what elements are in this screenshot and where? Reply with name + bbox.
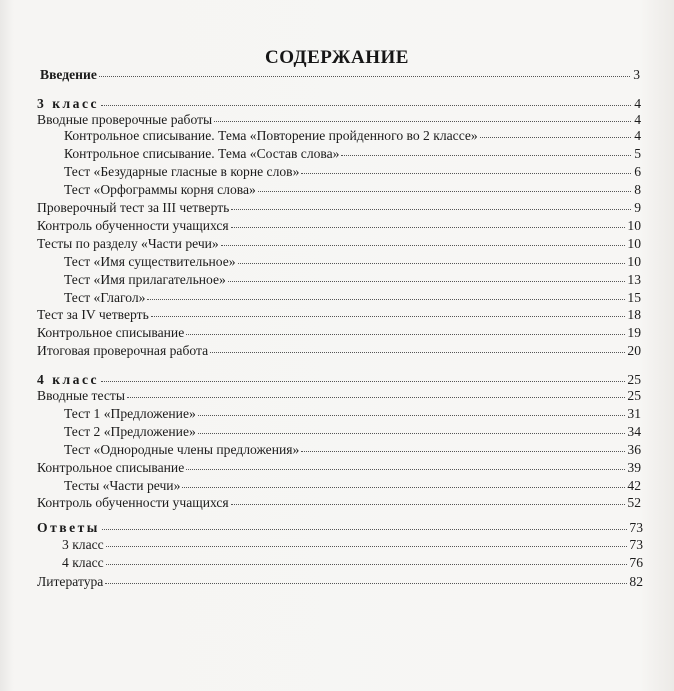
toc-entry[interactable] <box>64 181 641 199</box>
toc-entry[interactable] <box>64 423 641 441</box>
toc-entry[interactable] <box>64 271 641 289</box>
toc-entry-page: 25 <box>627 388 641 403</box>
toc-entry-page: 10 <box>627 236 641 251</box>
toc-entry-page: 19 <box>627 325 641 340</box>
dot-leader <box>221 244 626 246</box>
toc-entry-page: 31 <box>627 406 641 421</box>
toc-entry-page: 10 <box>627 254 641 269</box>
dot-leader <box>99 75 630 77</box>
toc-entry-page: 34 <box>627 424 641 439</box>
dot-leader <box>102 528 627 530</box>
dot-leader <box>101 104 631 106</box>
toc-entry-title: Введение <box>40 67 97 82</box>
toc-entry-title: Тесты «Части речи» <box>64 478 181 493</box>
toc-entry[interactable] <box>37 217 641 235</box>
toc-entry-title: Контроль обученности учащихся <box>37 218 229 233</box>
toc-entry-title: Ответы <box>37 520 100 535</box>
dot-leader <box>341 154 631 156</box>
toc-entry[interactable] <box>37 459 641 477</box>
dot-leader <box>228 280 626 282</box>
toc-entry-page: 25 <box>627 372 641 387</box>
toc-entry-page: 76 <box>629 555 643 570</box>
dot-leader <box>147 298 625 300</box>
toc-entry[interactable] <box>64 477 641 495</box>
dot-leader <box>231 503 626 505</box>
toc-entry-title: Тест «Безударные гласные в корне слов» <box>64 164 300 179</box>
toc-entry-page: 4 <box>634 96 641 111</box>
dot-leader <box>198 432 626 434</box>
toc-entry-title: Тест «Имя существительное» <box>64 254 236 269</box>
toc-entry-title: Тест «Имя прилагательное» <box>64 272 226 287</box>
dot-leader <box>301 450 625 452</box>
toc-entry-title: Тест 2 «Предложение» <box>64 424 196 439</box>
dot-leader <box>480 136 631 138</box>
toc-entry[interactable] <box>64 289 641 307</box>
toc-entry-page: 36 <box>627 442 641 457</box>
toc-entry[interactable] <box>37 324 641 342</box>
toc-entry-title: Вводные проверочные работы <box>37 112 213 127</box>
toc-entry[interactable] <box>62 554 643 572</box>
dot-leader <box>106 563 628 565</box>
dot-leader <box>186 468 625 470</box>
toc-entry-page: 15 <box>627 290 641 305</box>
toc-entry[interactable] <box>64 405 641 423</box>
toc-entry-page: 20 <box>627 343 641 358</box>
toc-entry[interactable] <box>37 494 641 512</box>
toc-entry-page: 5 <box>634 146 641 161</box>
dot-leader <box>214 120 631 122</box>
dot-leader <box>151 315 626 317</box>
dot-leader <box>101 380 625 382</box>
toc-entry-title: Тест «Орфограммы корня слова» <box>64 182 256 197</box>
toc-entry-page: 42 <box>627 478 641 493</box>
toc-entry-page: 8 <box>634 182 641 197</box>
toc-entry-page: 39 <box>627 460 641 475</box>
dot-leader <box>231 226 626 228</box>
toc-entry-page: 9 <box>634 200 641 215</box>
toc-entry-title: Тесты по разделу «Части речи» <box>37 236 219 251</box>
toc-entry-title: 4 класс <box>37 372 100 387</box>
toc-entry[interactable] <box>37 199 641 217</box>
toc-entry-title: Проверочный тест за III четверть <box>37 200 230 215</box>
dot-leader <box>301 172 631 174</box>
toc-entry-page: 73 <box>629 537 643 552</box>
toc-entry[interactable] <box>62 536 643 554</box>
toc-entry-title: 3 класс <box>62 537 104 552</box>
toc-entry-title: Контрольное списывание. Тема «Повторение пройденного во 2 классе» <box>64 128 478 143</box>
toc-entry-page: 4 <box>634 128 641 143</box>
toc-entry-page: 52 <box>627 495 641 510</box>
toc-entry[interactable] <box>64 145 641 163</box>
toc-entry-title: Итоговая проверочная работа <box>37 343 209 358</box>
toc-entry-title: Литература <box>37 574 104 589</box>
toc-entry-page: 13 <box>627 272 641 287</box>
dot-leader <box>182 486 625 488</box>
toc-entry[interactable] <box>37 387 641 405</box>
toc-entry-title: Тест «Однородные члены предложения» <box>64 442 300 457</box>
toc-entry[interactable] <box>37 342 641 360</box>
toc-entry-page: 6 <box>634 164 641 179</box>
toc-entry-title: Контроль обученности учащихся <box>37 495 229 510</box>
toc-entry[interactable] <box>37 573 643 591</box>
dot-leader <box>231 208 631 210</box>
toc-entry[interactable] <box>64 253 641 271</box>
toc-entry-title: 4 класс <box>62 555 104 570</box>
page-title: СОДЕРЖАНИЕ <box>265 47 409 68</box>
toc-entry-title: Тест за IV четверть <box>37 307 149 322</box>
toc-entry[interactable] <box>64 127 641 145</box>
toc-entry[interactable] <box>37 519 643 537</box>
dot-leader <box>238 262 626 264</box>
toc-entry-page: 10 <box>627 218 641 233</box>
dot-leader <box>105 582 627 584</box>
dot-leader <box>106 545 628 547</box>
toc-entry-title: 3 класс <box>37 96 100 111</box>
dot-leader <box>198 414 626 416</box>
dot-leader <box>186 333 625 335</box>
dot-leader <box>210 351 625 353</box>
toc-entry-title: Контрольное списывание <box>37 460 185 475</box>
dot-leader <box>127 396 625 398</box>
toc-entry-title: Контрольное списывание. Тема «Состав слова» <box>64 146 340 161</box>
toc-entry-page: 18 <box>627 307 641 322</box>
toc-entry[interactable] <box>64 441 641 459</box>
toc-entry[interactable] <box>37 306 641 324</box>
toc-entry-page: 73 <box>629 520 643 535</box>
dot-leader <box>258 190 631 192</box>
toc-entry-title: Вводные тесты <box>37 388 125 403</box>
toc-entry-page: 4 <box>634 112 641 127</box>
toc-entry-title: Тест «Глагол» <box>64 290 146 305</box>
toc-entry-title: Контрольное списывание <box>37 325 185 340</box>
toc-entry-title: Тест 1 «Предложение» <box>64 406 196 421</box>
toc-entry-page: 3 <box>633 67 640 82</box>
toc-entry[interactable] <box>40 66 640 84</box>
toc-entry-page: 82 <box>629 574 643 589</box>
toc-entry[interactable] <box>64 163 641 181</box>
toc-entry[interactable] <box>37 235 641 253</box>
